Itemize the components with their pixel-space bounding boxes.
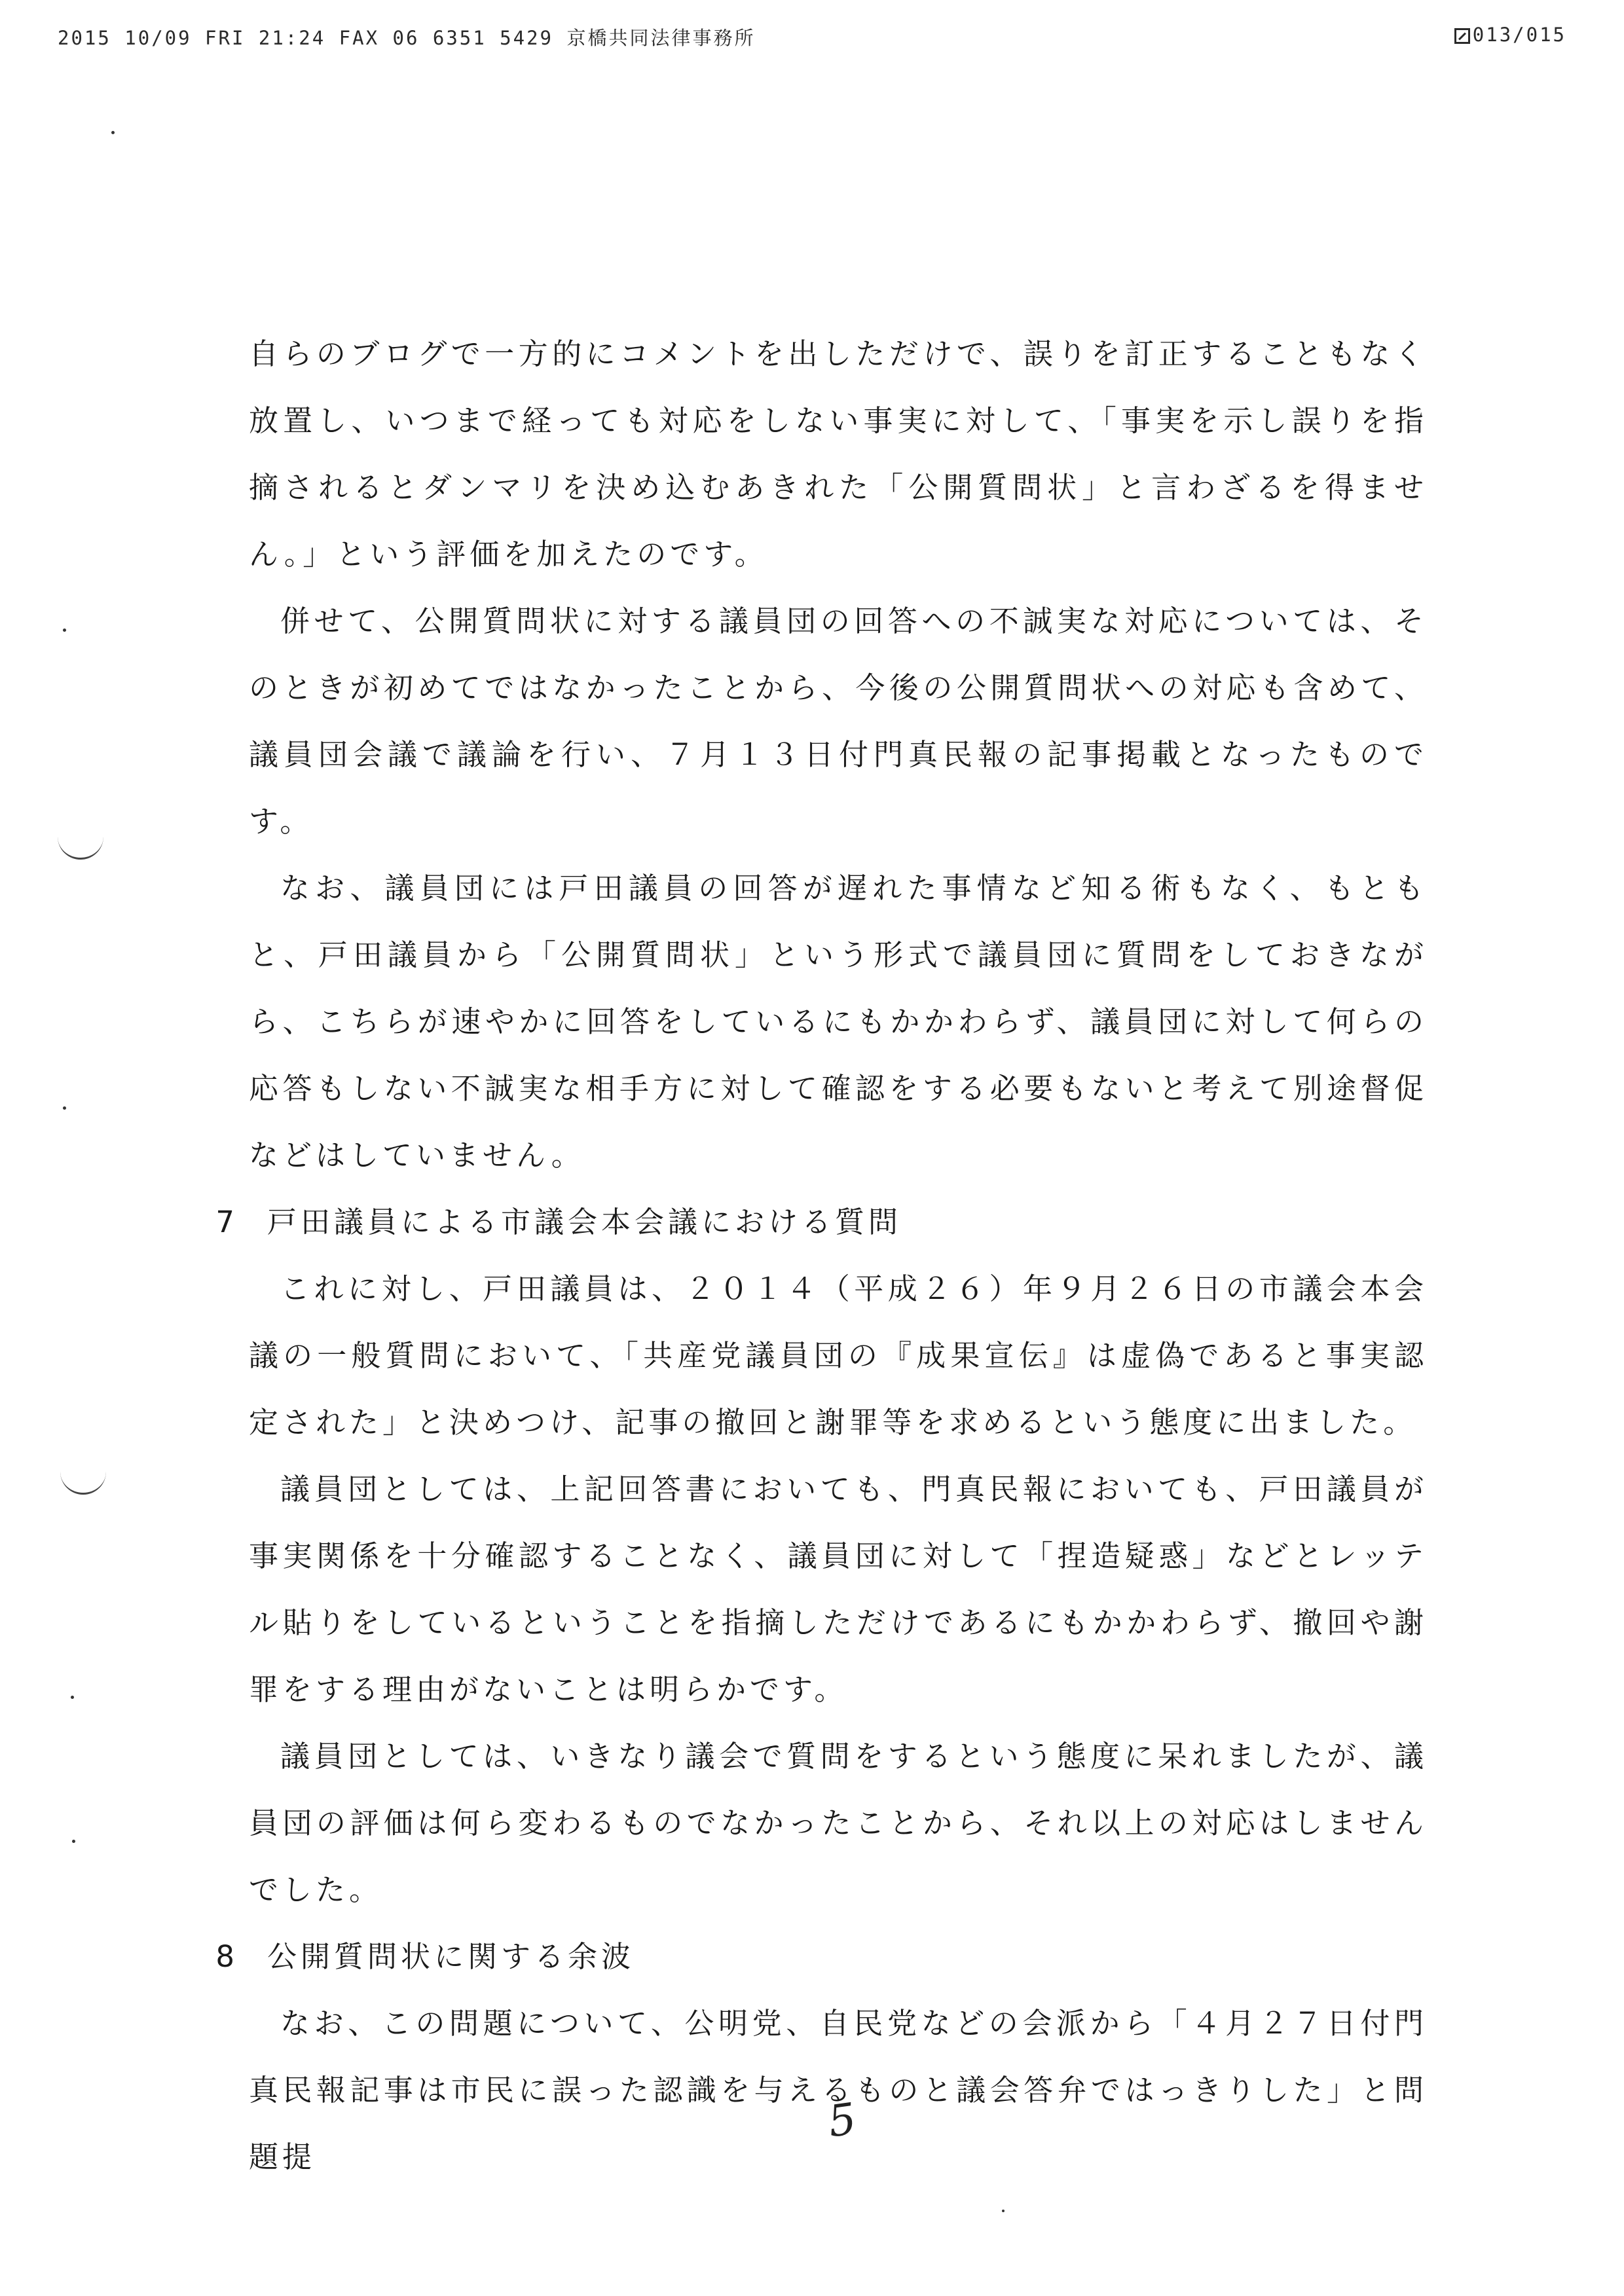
paragraph-1: 自らのブログで一方的にコメントを出しただけで、誤りを訂正することもなく放置し、いつまで経っても対応をしない事実に対して、「事実を示し誤りを指摘されるとダンマリを決め込むあきれた「公開質問状」と言わざるを得ません。」という評価を加えたのです。: [249, 337, 1428, 572]
section-7-paragraph-2: 議員団としては、上記回答書においても、門真民報においても、戸田議員が事実関係を十分確認することなく、議員団に対して「捏造疑惑」などとレッテル貼りをしているということを指摘しただけであるにもかかわらず、撤回や謝罪をする理由がないことは明らかです。: [249, 1472, 1428, 1707]
punch-hole-mark: [60, 1467, 106, 1495]
section-8-paragraph-1: なお、この問題について、公明党、自民党などの会派から「４月２７日付門真民報記事は市民に誤った認識を与えるものと議会答弁ではっきりした」と問題提: [249, 2006, 1428, 2174]
scan-speck: [63, 629, 66, 632]
section-8-heading: [212, 1923, 1428, 1990]
fax-transmission-info: 2015 10/09 FRI 21:24 FAX 06 6351 5429 京橋共同法律事務所: [58, 27, 756, 49]
scan-speck: [71, 1696, 74, 1699]
scan-speck: [111, 131, 115, 134]
section-8-number: 8: [215, 1939, 238, 1974]
section-7-heading: [212, 1189, 1428, 1256]
section-7-number: 7: [215, 1205, 238, 1239]
scan-speck: [1002, 2210, 1005, 2212]
scan-speck: [72, 1840, 75, 1843]
fax-header: [58, 24, 1566, 52]
section-7-paragraph-1: これに対し、戸田議員は、２０１４（平成２６）年９月２６日の市議会本会議の一般質問において、「共産党議員団の『成果宣伝』は虚偽であると事実認定された」と決めつけ、記事の撤回と謝罪等を求めるという態度に出ました。: [249, 1271, 1428, 1440]
fax-page-count: 013/015: [1472, 24, 1566, 46]
page-number: 5: [824, 2093, 860, 2147]
section-7-paragraph-3: 議員団としては、いきなり議会で質問をするという態度に呆れましたが、議員団の評価は何ら変わるものでなかったことから、それ以上の対応はしませんでした。: [249, 1739, 1428, 1907]
fax-page-counter: [1454, 24, 1566, 46]
paragraph-2: 併せて、公開質問状に対する議員団の回答への不誠実な対応については、そのときが初めてではなかったことから、今後の公開質問状への対応も含めて、議員団会議で議論を行い、７月１３日付門真民報の記事掲載となったものです。: [249, 604, 1428, 839]
scan-speck: [63, 1106, 66, 1110]
checkbox-icon: [1454, 28, 1470, 44]
document-body: [215, 321, 1428, 2191]
paragraph-3: なお、議員団には戸田議員の回答が遅れた事情など知る術もなく、もともと、戸田議員から「公開質問状」という形式で議員団に質問をしておきながら、こちらが速やかに回答をしているにもかかわらず、議員団に対して何らの応答もしない不誠実な相手方に対して確認をする必要もないと考えて別途督促などはしていません。: [249, 871, 1428, 1173]
punch-hole-mark: [58, 831, 103, 860]
section-8-title: 公開質問状に関する余波: [267, 1939, 635, 1974]
section-7-title: 戸田議員による市議会本会議における質問: [267, 1205, 902, 1239]
